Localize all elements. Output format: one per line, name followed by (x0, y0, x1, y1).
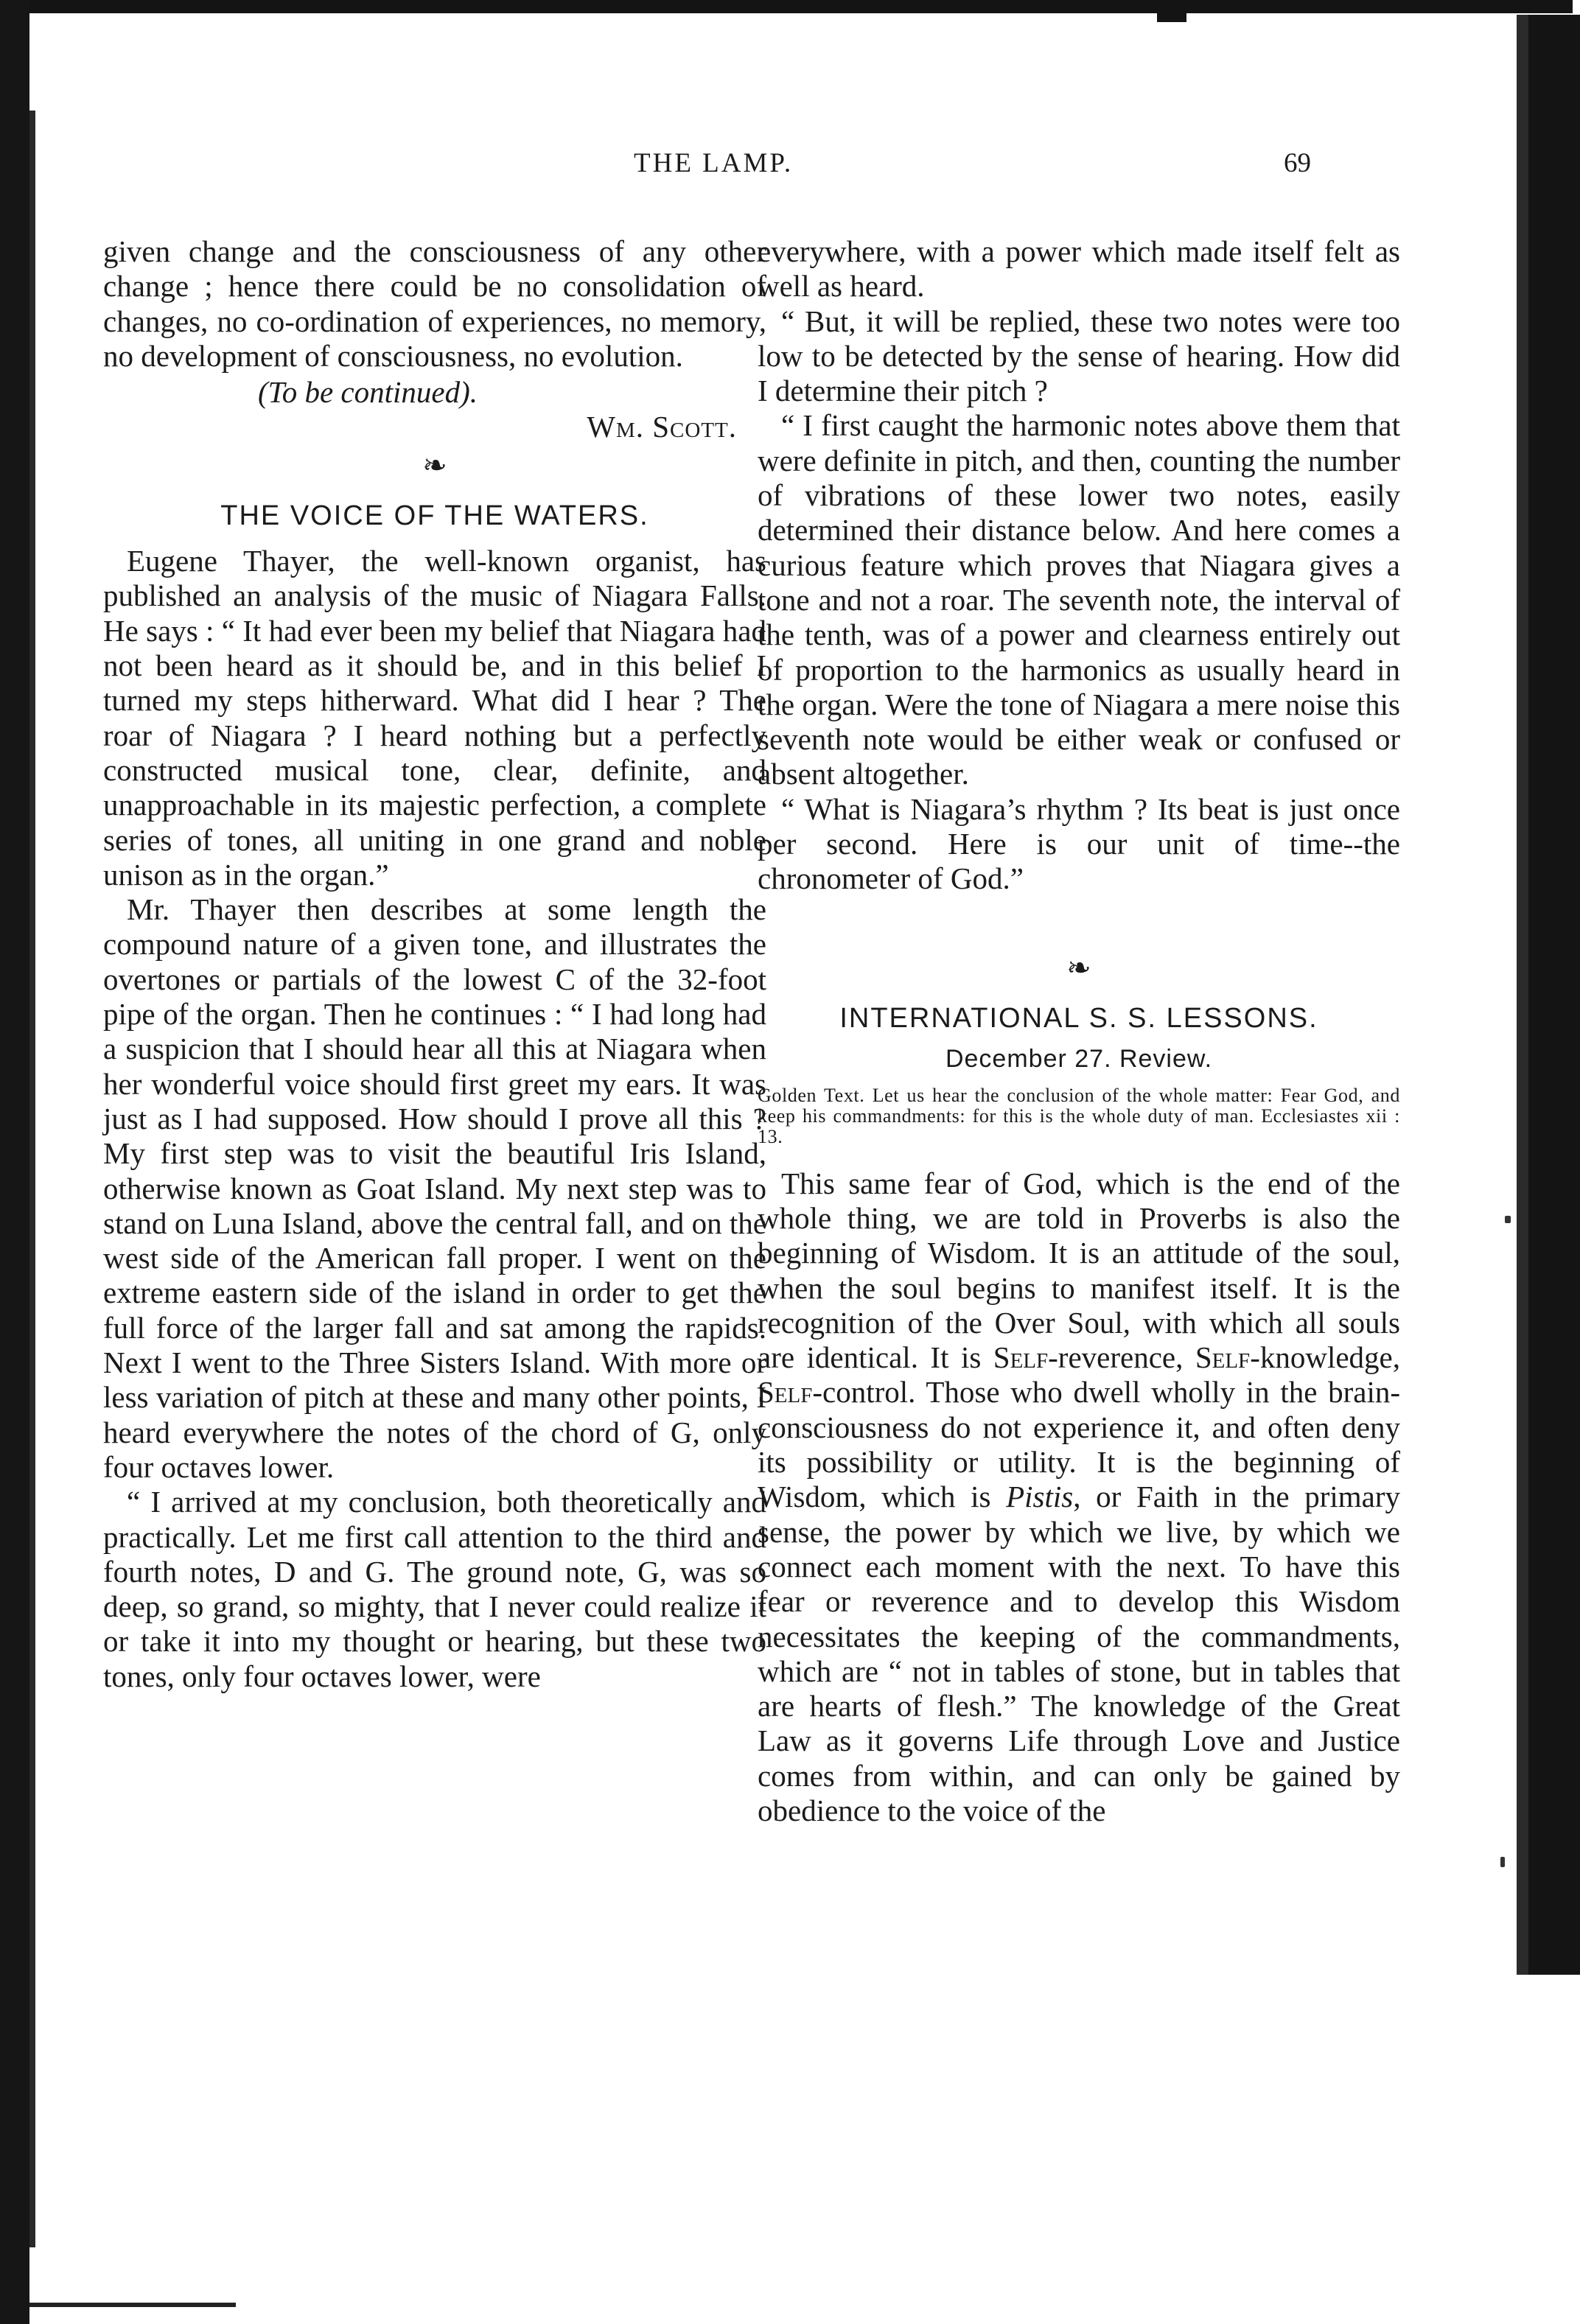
paragraph: Mr. Thayer then describes at some length the compound nature of a given tone, and illustrates the overtones or partials of the lowest C of the 32-foot pipe of the organ. Then he continues : “ I had long had a suspicion that I should hear all this at Niagara when her wonderful voice should first greet my ears. It was just as I had supposed. How should I prove all this ? My first step was to visit the beautiful Iris Island, otherwise known as Goat Island. My next step was to stand on Luna Island, above the central fall, and on the west side of the American fall proper. I went on the extreme eastern side of the island in order to get the full force of the larger fall and sat among the rapids. Next I went to the Three Sisters Island. With more or less variation of pitch at these and many other points, I heard everywhere the notes of the chord of G, only four octaves lower. (103, 892, 766, 1484)
italic-word: Pistis (1006, 1480, 1074, 1514)
left-column (103, 234, 766, 1694)
section-title: THE VOICE OF THE WATERS. (220, 500, 649, 532)
paragraph: given change and the consciousness of any other change ; hence there could be no consolidation of changes, no co-ordination of experiences, no memory, no development of consciousness, no evolution. (103, 234, 766, 373)
paragraph: “ I first caught the harmonic notes above them that were definite in pitch, and then, counting the number of vibrations of these lower two notes, easily determined their distance below. And here comes a curious feature which proves that Niagara gives a tone and not a roar. The seventh note, the interval of the tenth, was of a power and clearness entirely out of proportion to the harmonics as usually heard in the organ. Were the tone of Niagara a mere noise this seventh note would be either weak or confused or absent altogether. (758, 408, 1400, 791)
golden-text: Golden Text. Let us hear the conclusion of the whole matter: Fear God, and keep his commandments: for this is the whole duty of man. Ecclesiastes xii : 13. (758, 1084, 1400, 1147)
text-run: -control. Those who dwell wholly in the brain-consciousness do not experience it, and often deny its possibility or utility. It is the beginning of Wisdom, which is (758, 1375, 1400, 1514)
text-run: -reverence, (1048, 1340, 1195, 1375)
scan-speck (1500, 1857, 1505, 1867)
author-signature: Wm. Scott. (587, 410, 737, 444)
scan-border-right (1528, 15, 1580, 1975)
paragraph: “ I arrived at my conclusion, both theoretically and practically. Let me first call attention to the third and fourth notes, D and G. The ground note, G, was so deep, so grand, so mighty, that I never could realize it or take it into my thought or hearing, but these two tones, only four octaves lower, were (103, 1485, 766, 1693)
text-run: , or Faith in the primary sense, the power by which we live, by which we connect each moment with the next. To have this fear or reverence and to develop this Wisdom necessitates the keeping of the commandments, which are “ not in tables of stone, but in tables that are hearts of flesh.” The knowledge of the Great Law as it governs Life through Love and Justice comes from within, and can only be gained by obedience to the voice of the (758, 1480, 1401, 1827)
paragraph: everywhere, with a power which made itself felt as well as heard. (758, 234, 1400, 304)
scan-speck (1505, 1216, 1511, 1223)
scan-shadow-left (29, 111, 35, 2247)
text-run: -knowledge, (1250, 1340, 1400, 1375)
paragraph: “ What is Niagara’s rhythm ? Its beat is just once per second. Here is our unit of time--the chronometer of God.” (758, 791, 1400, 896)
running-header-title: THE LAMP. (634, 148, 794, 178)
continued-note: (To be continued). (258, 375, 478, 410)
text-run: This same fear of God, which is the end of the whole thing, we are told in Proverbs is also the beginning of Wisdom. It is an attitude of the soul, when the soul begins to manifest itself. It is the recognition of the Over Soul, with which all souls are identical. It is (758, 1166, 1400, 1375)
paragraph: Eugene Thayer, the well-known organist, has published an analysis of the music of Niagara Falls. He says : “ It had ever been my belief that Niagara had not been heard as it should be, and in this belief I turned my steps hitherward. What did I hear ? The roar of Niagara ? I heard nothing but a perfectly constructed musical tone, clear, definite, and unapproachable in its majestic perfection, a complete series of tones, all uniting in one grand and noble unison as in the organ.” (103, 544, 766, 892)
ornament-icon: ❧ (422, 449, 447, 483)
paragraph (758, 1166, 1400, 1829)
scan-border-notch (1157, 12, 1186, 22)
scan-border-left (0, 0, 29, 2324)
page-number: 69 (1284, 148, 1311, 178)
ornament-icon: ❧ (1066, 951, 1091, 984)
small-caps-word: Self (1195, 1340, 1251, 1375)
small-caps-word: Self (993, 1340, 1049, 1375)
right-column (758, 234, 1400, 1828)
lesson-date: December 27. Review. (945, 1044, 1213, 1073)
scan-bottom-mark (29, 2303, 236, 2307)
scan-border-top (7, 0, 1573, 13)
small-caps-word: Self (758, 1375, 813, 1410)
paragraph: “ But, it will be replied, these two notes were too low to be detected by the sense of hearing. How did I determine their pitch ? (758, 304, 1400, 408)
section-title: INTERNATIONAL S. S. LESSONS. (839, 1002, 1318, 1034)
scan-shadow-right (1517, 15, 1528, 1975)
